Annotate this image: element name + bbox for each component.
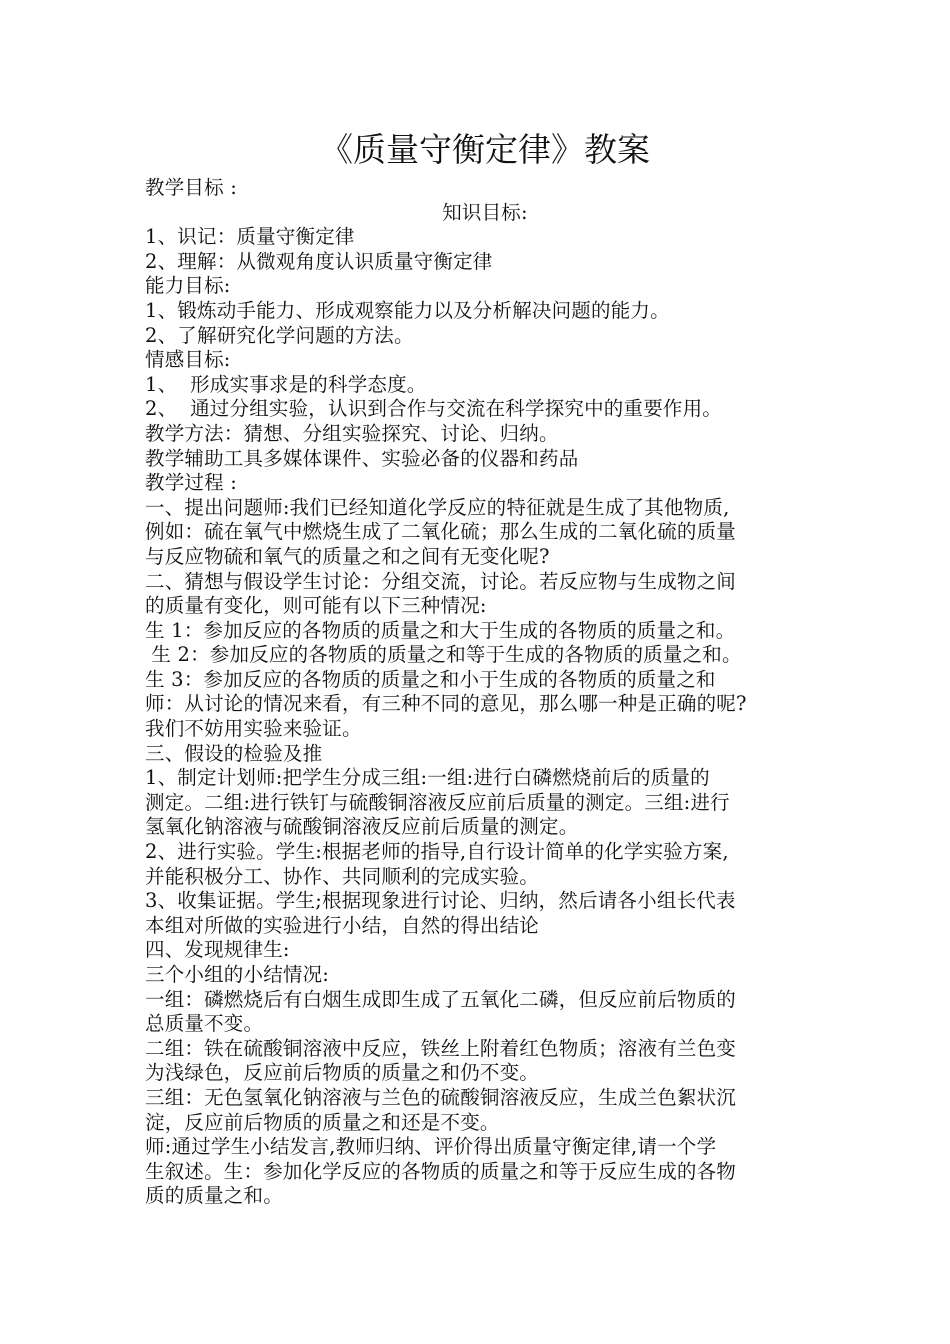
text-line: 为浅绿色，反应前后物质的质量之和仍不变。 [145, 1061, 540, 1085]
text-line: 情感目标: [145, 348, 231, 372]
document-page [145, 128, 825, 1209]
text-line: 与反应物硫和氧气的质量之和之间有无变化呢? [145, 544, 550, 568]
text-line: 生 3：参加反应的各物质的质量之和小于生成的各物质的质量之和 [145, 667, 716, 691]
text-line: 本组对所做的实验进行小结，自然的得出结论 [145, 913, 540, 937]
text-line: 四、发现规律生: [145, 938, 290, 962]
text-line: 师：从讨论的情况来看，有三种不同的意见，那么哪一种是正确的呢? [145, 692, 747, 716]
text-line: 一、提出问题师:我们已经知道化学反应的特征就是生成了其他物质, [145, 495, 730, 519]
text-line: 生叙述。生：参加化学反应的各物质的质量之和等于反应生成的各物 [145, 1159, 737, 1183]
text-line: 师:通过学生小结发言,教师归纳、评价得出质量守衡定律,请一个学 [145, 1135, 717, 1159]
text-line: 教学方法：猜想、分组实验探究、讨论、归纳。 [145, 421, 559, 445]
text-line: 能力目标: [145, 274, 231, 298]
text-line-subheading: 知识目标: [442, 200, 528, 224]
text-line: 3、收集证据。学生;根据现象进行讨论、归纳，然后请各小组长代表 [145, 889, 736, 913]
text-line: 生 1：参加反应的各物质的质量之和大于生成的各物质的质量之和。 [145, 618, 736, 642]
text-line: 2、进行实验。学生:根据老师的指导,自行设计简单的化学实验方案, [145, 840, 729, 864]
text-line: 三个小组的小结情况: [145, 963, 330, 986]
text-line: 生 2：参加反应的各物质的质量之和等于生成的各物质的质量之和。 [145, 643, 742, 667]
text-line: 1、锻炼动手能力、形成观察能力以及分析解决问题的能力。 [145, 298, 670, 322]
text-line: 氢氧化钠溶液与硫酸铜溶液反应前后质量的测定。 [145, 815, 579, 839]
text-line: 1、制定计划师:把学生分成三组:一组:进行白磷燃烧前后的质量的 [145, 766, 710, 790]
text-line: 2、 通过分组实验，认识到合作与交流在科学探究中的重要作用。 [145, 397, 723, 421]
text-line: 三组：无色氢氧化钠溶液与兰色的硫酸铜溶液反应，生成兰色絮状沉 [145, 1085, 737, 1109]
text-line: 淀，反应前后物质的质量之和还是不变。 [145, 1110, 500, 1134]
text-line: 三、假设的检验及推 [145, 741, 323, 765]
text-line: 我们不妨用实验来验证。 [145, 717, 362, 741]
document-body [145, 176, 825, 1209]
text-line: 例如：硫在氧气中燃烧生成了二氧化硫；那么生成的二氧化硫的质量 [145, 520, 737, 544]
text-line: 一组：磷燃烧后有白烟生成即生成了五氧化二磷，但反应前后物质的 [145, 987, 737, 1011]
text-line: 1、 形成实事求是的科学态度。 [145, 372, 427, 396]
document-title: 《质量守衡定律》教案 [320, 130, 650, 169]
text-line: 2、理解：从微观角度认识质量守衡定律 [145, 249, 493, 273]
text-line: 测定。二组:进行铁钉与硫酸铜溶液反应前后质量的测定。三组:进行 [145, 790, 730, 814]
text-line: 二、猜想与假设学生讨论：分组交流，讨论。若反应物与生成物之间 [145, 569, 737, 593]
text-line: 教学目标 : [145, 176, 237, 199]
text-line: 的质量有变化，则可能有以下三种情况: [145, 594, 487, 618]
text-line: 1、识记：质量守衡定律 [145, 225, 355, 249]
text-line: 质的质量之和。 [145, 1184, 283, 1208]
text-line: 二组：铁在硫酸铜溶液中反应，铁丝上附着红色物质；溶液有兰色变 [145, 1036, 737, 1060]
text-line: 并能积极分工、协作、共同顺利的完成实验。 [145, 864, 540, 888]
text-line: 教学过程 : [145, 471, 237, 495]
text-line: 总质量不变。 [145, 1012, 264, 1036]
text-line: 2、了解研究化学问题的方法。 [145, 323, 414, 347]
text-line: 教学辅助工具多媒体课件、实验必备的仪器和药品 [145, 446, 579, 470]
